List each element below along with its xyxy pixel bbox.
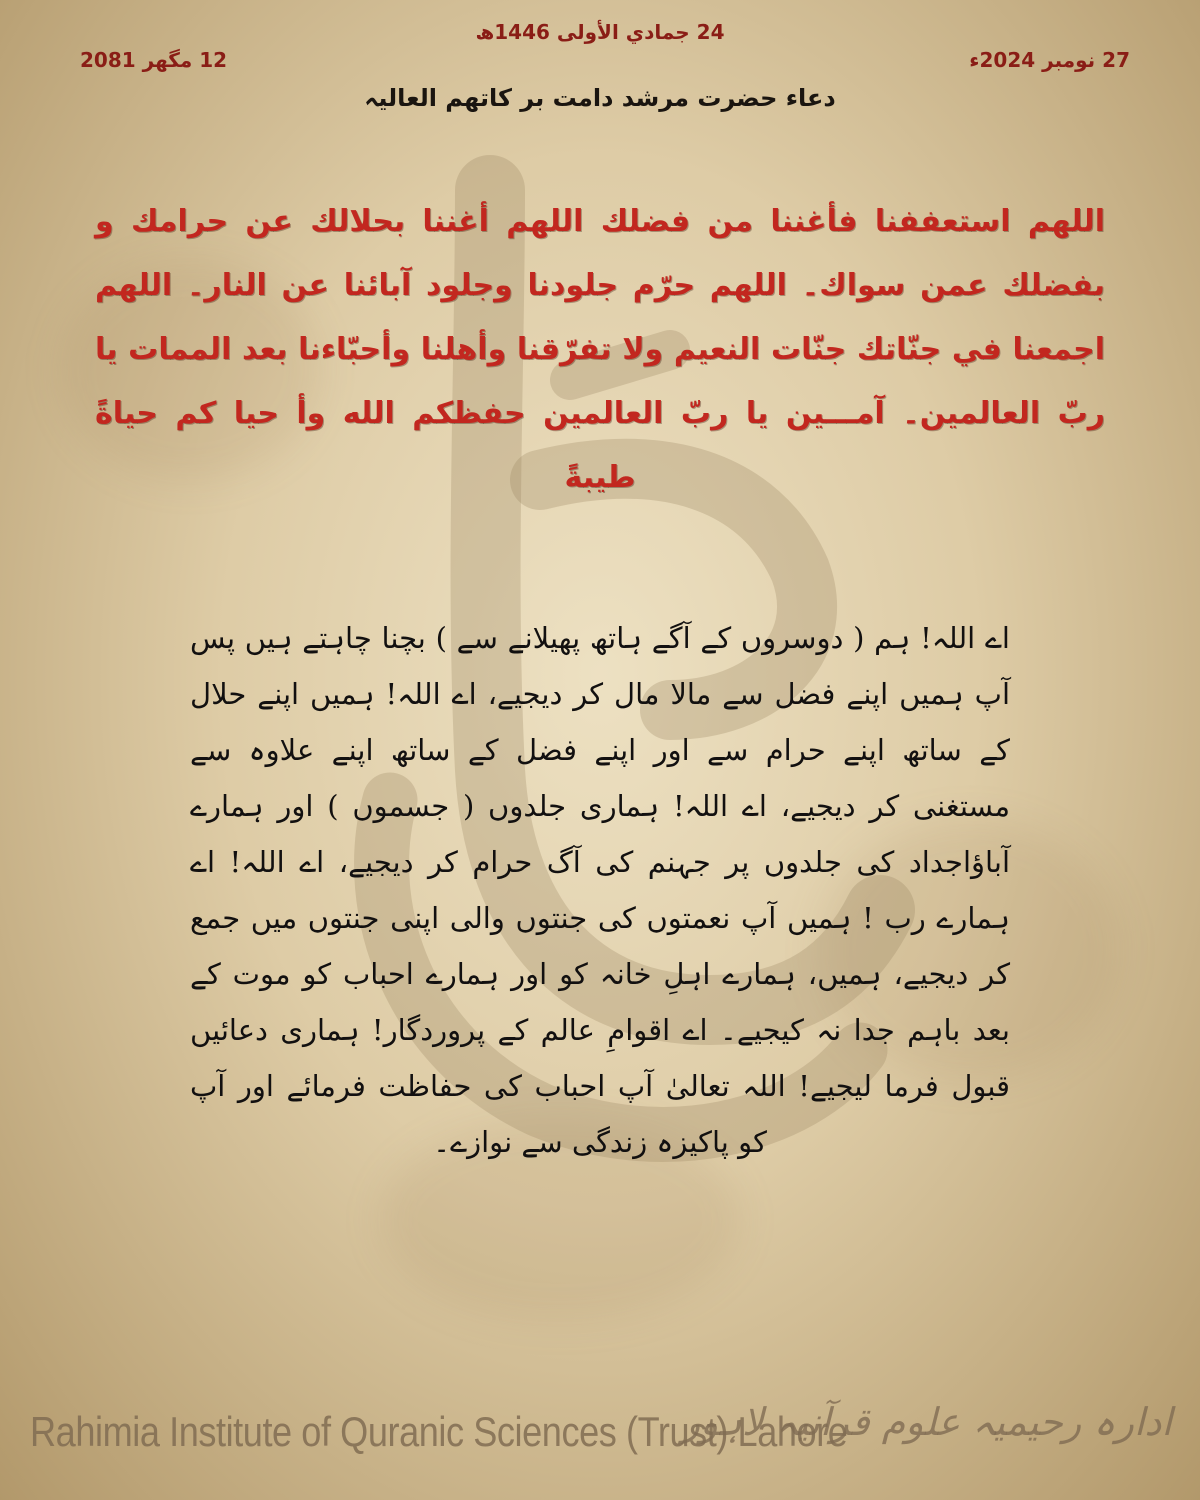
institute-name-urdu-logo: ادارہ رحیمیہ علوم قرآنیہ لاہور bbox=[681, 1400, 1172, 1444]
gregorian-date: 27 نومبر 2024ء bbox=[969, 48, 1130, 72]
urdu-translation-text: اے اللہ! ہم ( دوسروں کے آگے ہاتھ پھیلانے سے ) بچنا چاہتے ہیں پس آپ ہمیں اپنے فضل سے مالا مال کر دیجیے، اے اللہ! ہمیں اپنے حلال کے ساتھ اپنے حرام سے اور اپنے فضل کے ساتھ اپنے علاوہ سے مستغنی کر دیجیے، اے اللہ! ہماری جلدوں ( جسموں ) اور ہمارے آباؤاجداد کی جلدوں پر جہنم کی آگ حرام کر دیجیے، اے اللہ! اے ہمارے رب ! ہمیں آپ نعمتوں کی جنتوں والی اپنی جنتوں میں جمع کر دیجیے، ہمیں، ہمارے اہلِ خانہ کو اور ہمارے احباب کو موت کے بعد باہم جدا نہ کیجیے۔ اے اقوامِ عالم کے پروردگار! ہماری دعائیں قبول فرما لیجیے! اللہ تعالیٰ آپ احباب کی حفاظت فرمائے اور آپ کو پاکیزہ زندگی سے نوازے۔ bbox=[190, 621, 1010, 1159]
hijri-date: 24 جمادي الأولى 1446ھ bbox=[475, 20, 725, 44]
bikrami-date: 12 مگھر 2081 bbox=[80, 48, 228, 72]
arabic-dua-text: اللهم استعففنا فأغننا من فضلك اللهم أغننا بحلالك عن حرامك و بفضلك عمن سواك۔ اللهم حرّم جلودنا وجلود آبائنا عن النار۔ اللهم اجمعنا في جنّاتك جنّات النعيم ولا تفرّقنا وأهلنا وأحبّاءنا بعد الممات يا ربّ العالمين۔ آمـــين يا ربّ العالمين حفظكم الله وأ حيا كم حياةً طيبةً bbox=[95, 204, 1105, 495]
institute-name-english: Rahimia Institute of Quranic Sciences (Trust) Lahore bbox=[30, 1408, 848, 1455]
page-title: دعاء حضرت مرشد دامت بر کاتھم العالیہ bbox=[364, 84, 836, 112]
